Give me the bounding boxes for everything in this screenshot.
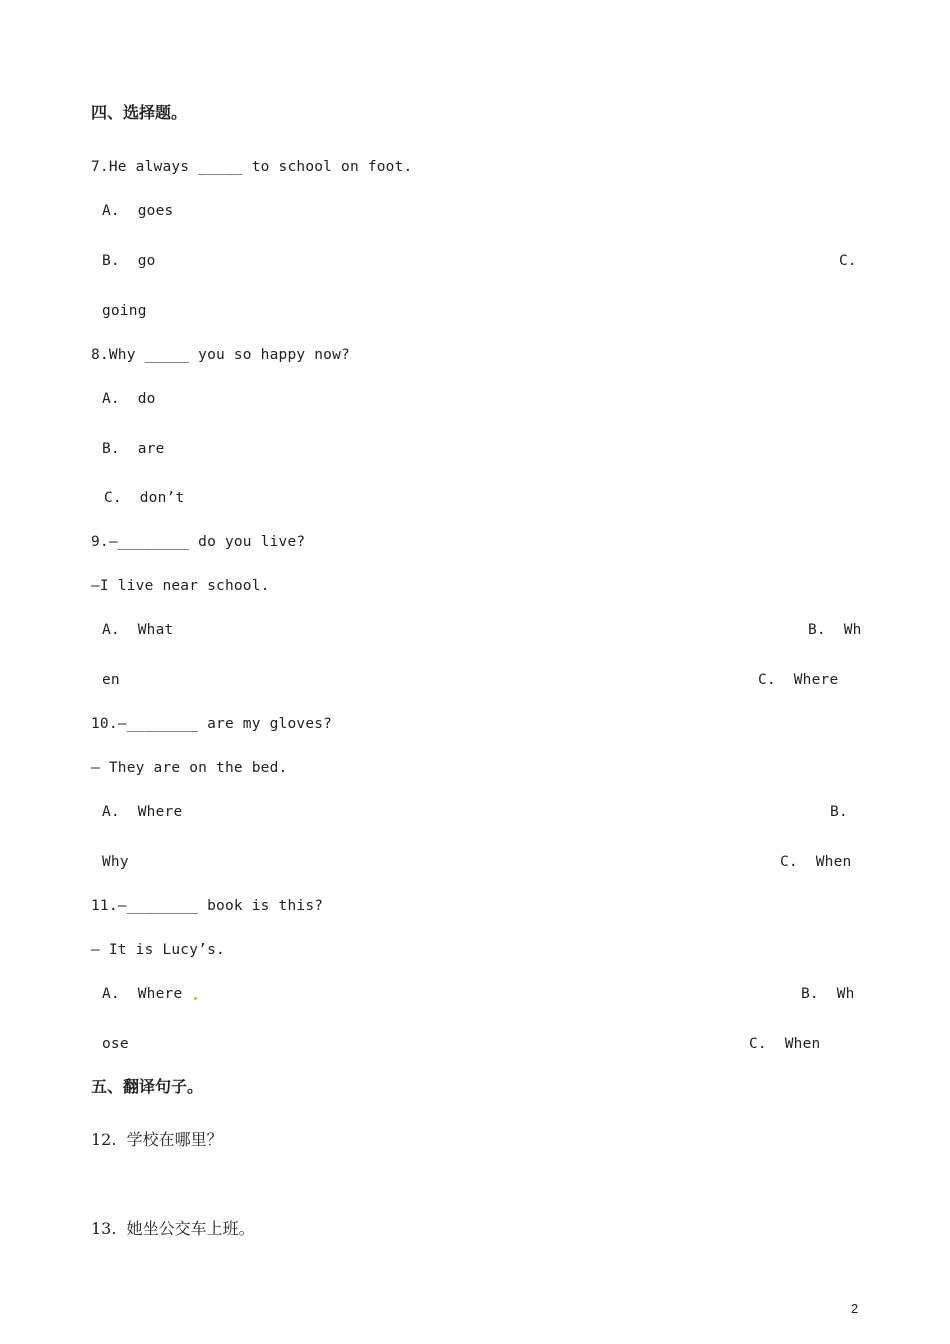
- question-13-text: 13. 她坐公交车上班。: [91, 1219, 255, 1238]
- question-7-option-c-text: going: [102, 303, 147, 319]
- section-five-heading: 五、翻译句子。: [91, 1077, 204, 1096]
- question-9-reply: —I live near school.: [91, 578, 270, 594]
- question-7-option-c-label: C.: [839, 253, 857, 269]
- question-10-stem: 10.—________ are my gloves?: [91, 716, 333, 732]
- question-9-option-a: A. What: [102, 622, 174, 638]
- question-11-option-c: C. When: [749, 1036, 821, 1052]
- question-8-option-c: C. don’t: [104, 490, 185, 506]
- question-9-option-b: B. Wh: [808, 622, 862, 638]
- question-7-option-a: A. goes: [102, 203, 174, 219]
- question-10-option-b-text: Why: [102, 854, 129, 870]
- question-8-option-b: B. are: [102, 441, 165, 457]
- question-12-text: 12. 学校在哪里？: [91, 1130, 223, 1149]
- question-7-stem: 7.He always _____ to school on foot.: [91, 159, 413, 175]
- question-7-option-b: B. go: [102, 253, 156, 269]
- question-10-option-a: A. Where: [102, 804, 183, 820]
- question-9-option-c: C. Where: [758, 672, 839, 688]
- page-number: 2: [851, 1301, 859, 1316]
- question-11-option-b: B. Wh: [801, 986, 855, 1002]
- question-9-stem: 9.—________ do you live?: [91, 534, 306, 550]
- question-10-reply: — They are on the bed.: [91, 760, 288, 776]
- question-11-option-b-cont: ose: [102, 1036, 129, 1052]
- question-10-option-c: C. When: [780, 854, 852, 870]
- section-four-heading: 四、选择题。: [91, 103, 188, 122]
- question-10-option-b-label: B.: [830, 804, 848, 820]
- question-9-option-b-cont: en: [102, 672, 120, 688]
- stray-dot-mark: [194, 997, 197, 1000]
- question-11-reply: — It is Lucy’s.: [91, 942, 225, 958]
- question-8-option-a: A. do: [102, 391, 156, 407]
- question-11-option-a: A. Where: [102, 986, 183, 1002]
- question-11-stem: 11.—________ book is this?: [91, 898, 324, 914]
- question-8-stem: 8.Why _____ you so happy now?: [91, 347, 350, 363]
